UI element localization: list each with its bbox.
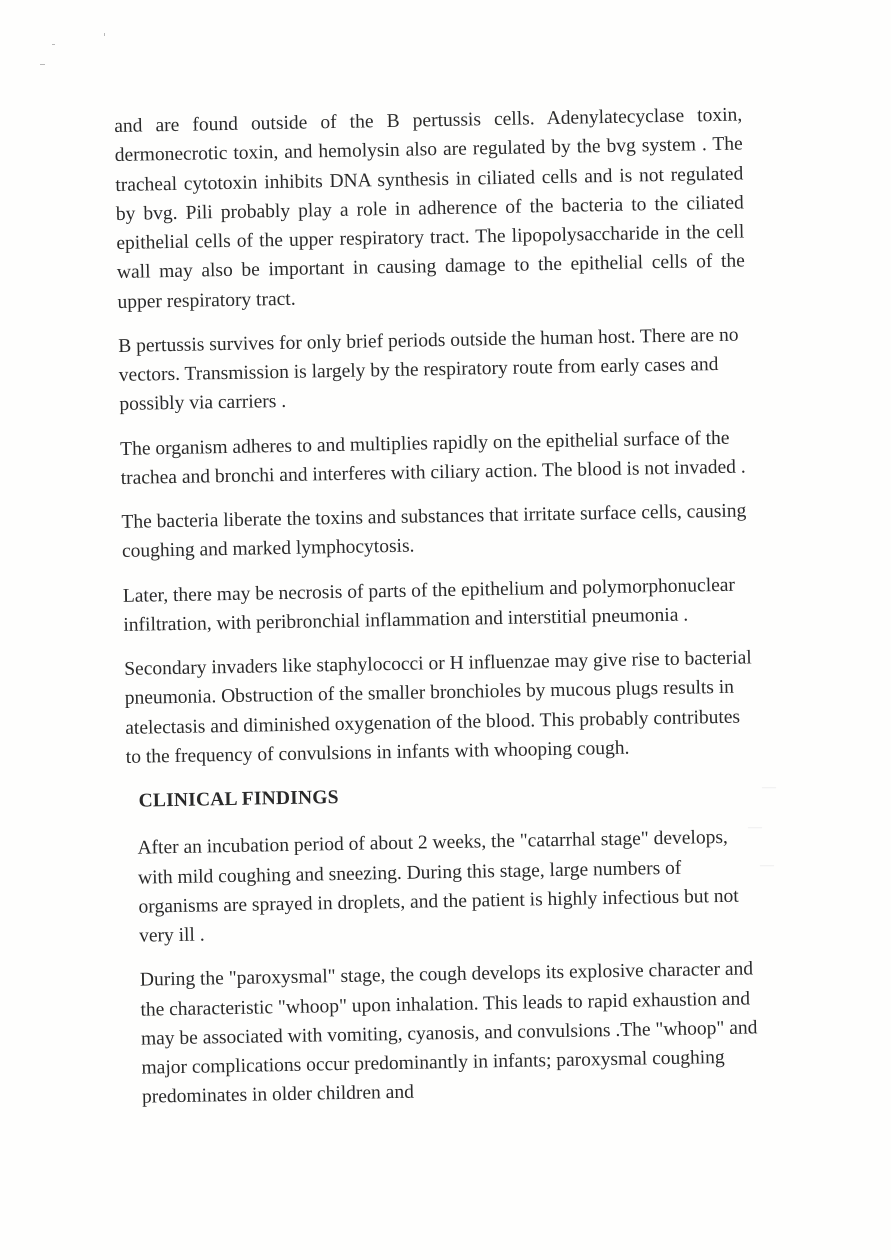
- paragraph-paroxysmal-stage: During the "paroxysmal" stage, the cough develops its explosive character and the characteristic "whoop" upon inhalation. This leads to rapid exhaustion and may be associated with vomiting, cyanosis, and convulsions .The "whoop" and major complications occur predominantly in infants; paroxysmal coughing predominates in older children and: [139, 958, 758, 1108]
- paragraph-adherence: The organism adheres to and multiplies rapidly on the epithelial surface of the trachea and bronchi and interferes with ciliary action. The blood is not invaded .: [119, 427, 746, 489]
- bleed-through-mark: —: [760, 858, 774, 873]
- paragraph-secondary-invaders: Secondary invaders like staphylococci or H influenzae may give rise to bacterial pneumonia. Obstruction of the smaller bronchioles by mucous plugs results in atelectasis and diminished oxygenation of the blood. This probably contributes to the frequency of convulsions in infants with whooping cough.: [124, 647, 752, 768]
- scan-speck: [104, 33, 105, 36]
- document-body: [114, 100, 761, 1127]
- section-heading-clinical-findings: CLINICAL FINDINGS: [138, 786, 339, 812]
- paragraph-necrosis: Later, there may be necrosis of parts of the epithelium and polymorphonuclear infiltration, with peribronchial inflammation and interstitial pneumonia .: [122, 574, 736, 636]
- bleed-through-mark: —: [762, 780, 776, 795]
- paragraph-toxins: and are found outside of the B pertussis cells. Adenylatecyclase toxin, dermonecrotic toxin, and hemolysin also are regulated by the bvg system . The tracheal cytotoxin inhibits DNA synthesis in ciliated cells and is not regulated by bvg. Pili probably play a role in adherence of the bacteria to the ciliated epithelial cells of the upper respiratory tract. The lipopolysaccharide in the cell wall may also be important in causing damage to the epithelial cells of the upper respiratory tract.: [114, 104, 746, 313]
- bleed-through-mark: —: [748, 820, 762, 835]
- scan-speck: [40, 64, 45, 65]
- paragraph-toxin-effects: The bacteria liberate the toxins and substances that irritate surface cells, causing coughing and marked lymphocytosis.: [121, 500, 747, 563]
- paragraph-transmission: B pertussis survives for only brief periods outside the human host. There are no vectors. Transmission is largely by the respiratory route from early cases and possibly via carriers .: [118, 324, 739, 416]
- scan-speck: [52, 44, 55, 45]
- paragraph-catarrhal-stage: After an incubation period of about 2 weeks, the "catarrhal stage" develops, with mild coughing and sneezing. During this stage, large numbers of organisms are sprayed in droplets, and the patient is highly infectious but not very ill .: [137, 827, 739, 947]
